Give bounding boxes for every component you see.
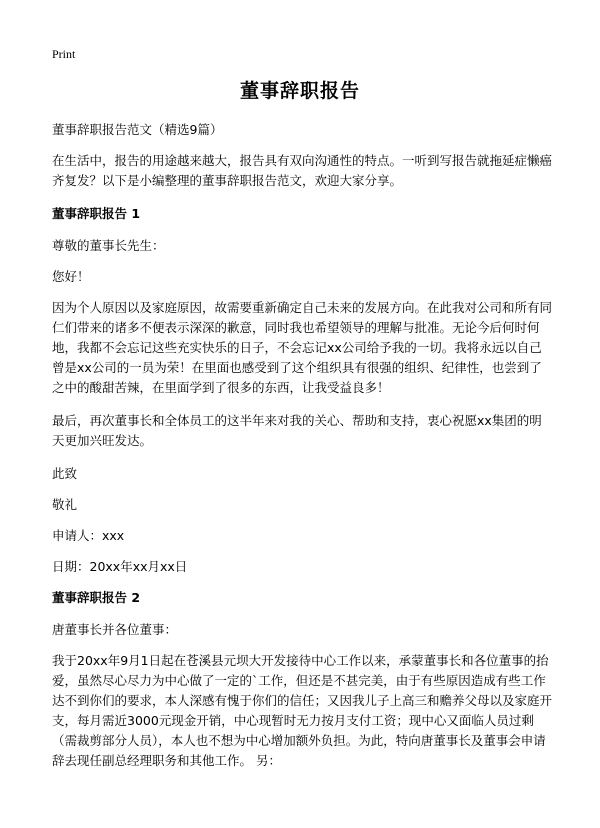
print-link[interactable]: Print (52, 47, 76, 61)
body-paragraph-2a: 我于20xx年9月1日起在苍溪县元坝大开发接待中心工作以来，承蒙董事长和各位董事的抬爱，虽然尽心尽力为中心做了一定的`工作，但还是不甚完美，由于有些原因造成有些工作达不到你们的要求，本人深感有愧于你们的信任；又因我儿子上高三和赡养父母以及家庭开支，每月需近3000元现金开销，中心现暂时无力按月支付工资；现中心又面临人员过剩（需裁剪部分人员），本人也不想为中心增加额外负担。为此，特向唐董事长及董事会申请辞去现任副总经理职务和其他工作。 另： (52, 653, 553, 768)
greeting-1: 您好！ (52, 269, 90, 284)
closing-line-2: 敬礼 (52, 497, 78, 512)
closing-line-1: 此致 (52, 466, 78, 481)
salutation-1: 尊敬的董事长先生： (52, 238, 165, 253)
article-subtitle: 董事辞职报告范文（精选9篇） (52, 122, 223, 137)
body-paragraph-1a: 因为个人原因以及家庭原因，故需要重新确定自己未来的发展方向。在此我对公司和所有同仁们带来的诸多不便表示深深的歉意，同时我也希望领导的理解与批准。无论今后何时何地，我都不会忘记这些充实快乐的日子，不会忘记xx公司给予我的一切。我将永远以自己曾是xx公司的一员为荣！在里面也感受到了这个组织具有很强的组织、纪律性，也尝到了之中的酸甜苦辣，在里面学到了很多的东西，让我受益良多！ (52, 300, 553, 395)
section-heading-2: 董事辞职报告 2 (52, 590, 141, 605)
date-line: 日期：20xx年xx月xx日 (52, 559, 188, 574)
intro-paragraph: 在生活中，报告的用途越来越大，报告具有双向沟通性的特点。一听到写报告就拖延症懒癌齐复发？以下是小编整理的董事辞职报告范文，欢迎大家分享。 (52, 153, 553, 188)
page-title: 董事辞职报告 (239, 80, 360, 102)
salutation-2: 唐董事长并各位董事： (52, 622, 178, 637)
body-paragraph-1b: 最后，再次董事长和全体员工的这半年来对我的关心、帮助和支持，衷心祝愿xx集团的明天更加兴旺发达。 (52, 413, 542, 448)
article-body (52, 120, 552, 784)
section-heading-1: 董事辞职报告 1 (52, 206, 141, 221)
applicant-line: 申请人：xxx (52, 528, 125, 543)
